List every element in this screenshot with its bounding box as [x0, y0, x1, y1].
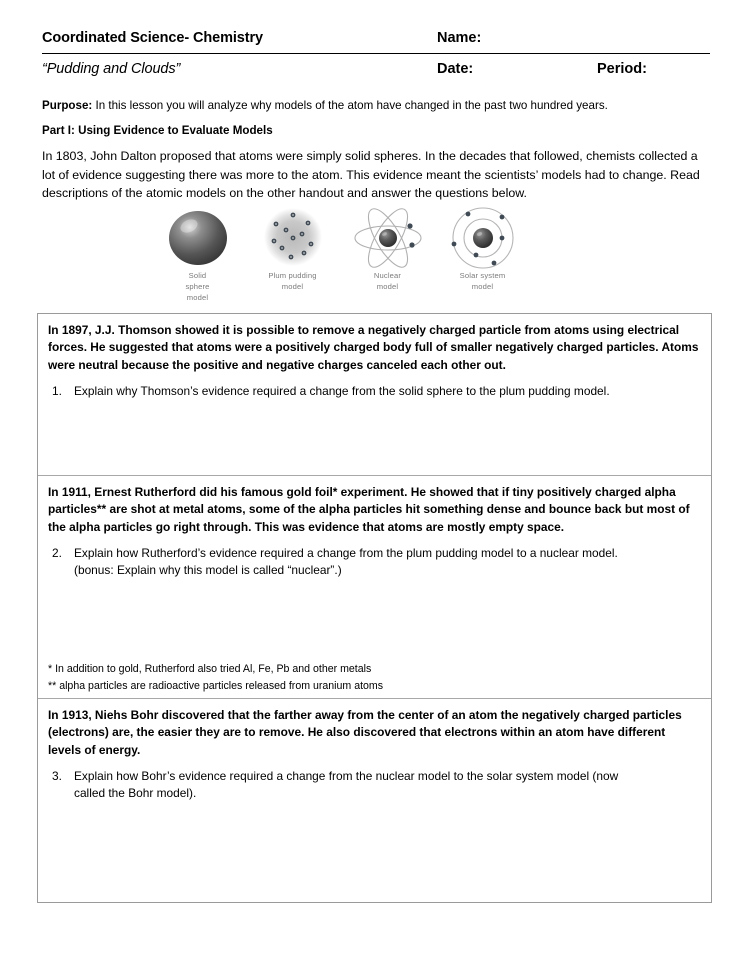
header-row-one	[42, 30, 710, 54]
purpose-line	[42, 98, 712, 115]
nuclear-model-caption: Nuclear model	[373, 271, 402, 291]
evidence-row-thomson	[38, 314, 711, 476]
document-header	[42, 30, 710, 83]
question-one-text: Explain why Thomson’s evidence required a change from the solid sphere to the plum pudding model.	[74, 383, 610, 398]
plum-pudding-icon	[245, 206, 340, 270]
intro-section	[42, 98, 712, 203]
worksheet-subtitle: “Pudding and Clouds”	[42, 61, 181, 77]
model-nuclear	[340, 206, 435, 292]
plum-pudding-caption: Plum pudding model	[268, 271, 317, 291]
question-three-continued: called the Bohr model).	[74, 786, 197, 800]
rutherford-footnotes	[48, 661, 383, 694]
question-two	[48, 545, 701, 580]
header-row-two	[42, 61, 710, 83]
question-two-main: Explain how Rutherford’s evidence required a change from the plum pudding model to a nuclear model.	[74, 545, 618, 560]
model-solid-sphere	[150, 206, 245, 303]
purpose-text: In this lesson you will analyze why models of the atom have changed in the past two hundred years.	[95, 99, 608, 112]
name-field-label: Name:	[437, 30, 482, 46]
question-three	[48, 768, 701, 803]
intro-paragraph: In 1803, John Dalton proposed that atoms were simply solid spheres. In the decades that followed, chemists collected a lot of evidence suggesting there was more to the atom. This evidence meant the scientists’ models had to change. Read descriptions of the atomic models on the other handout and answer the questions below.	[42, 148, 700, 201]
model-solar-system	[435, 206, 530, 292]
nuclear-model-icon	[340, 206, 435, 270]
question-three-number: 3.	[52, 768, 62, 783]
purpose-label: Purpose:	[42, 99, 93, 112]
solar-system-model-icon	[435, 206, 530, 270]
period-field-label: Period:	[597, 61, 647, 77]
atomic-models-figure	[150, 206, 570, 306]
footnote-gold: * In addition to gold, Rutherford also tried Al, Fe, Pb and other metals	[48, 663, 372, 676]
thomson-statement: In 1897, J.J. Thomson showed it is possible to remove a negatively charged particle from atoms using electrical forces. He suggested that atoms were a positively charged body full of smaller negatively charged particles. Atoms were neutral because the positive and negative charges canceled each other out.	[48, 323, 699, 372]
question-one	[48, 383, 701, 400]
date-field-label: Date:	[437, 61, 474, 77]
question-three-main: Explain how Bohr’s evidence required a change from the nuclear model to the solar system model (now	[74, 768, 619, 783]
course-title: Coordinated Science- Chemistry	[42, 30, 263, 46]
question-one-number: 1.	[52, 383, 62, 398]
evidence-row-bohr	[38, 699, 711, 902]
solid-sphere-caption: Solid sphere model	[185, 271, 210, 302]
evidence-row-rutherford	[38, 476, 711, 699]
question-two-bonus: (bonus: Explain why this model is called “nuclear”.)	[74, 563, 342, 577]
part-one-title: Part I: Using Evidence to Evaluate Models	[42, 123, 273, 137]
model-plum-pudding	[245, 206, 340, 292]
rutherford-statement: In 1911, Ernest Rutherford did his famous gold foil* experiment. He showed that if tiny positively charged alpha particles** are shot at metal atoms, some of the alpha particles hit something dense and bounce back but most of the alpha particles go right through. This was evidence that atoms are mostly empty space.	[48, 485, 690, 534]
question-two-text	[74, 545, 701, 580]
solid-sphere-icon	[150, 206, 245, 270]
evidence-table	[37, 313, 712, 903]
bohr-statement: In 1913, Niehs Bohr discovered that the farther away from the center of an atom the negatively charged particles (electrons) are, the easier they are to remove. He also discovered that electrons within an atom have different levels of energy.	[48, 708, 682, 757]
footnote-alpha: ** alpha particles are radioactive particles released from uranium atoms	[48, 679, 384, 692]
question-three-text	[74, 768, 701, 803]
question-two-number: 2.	[52, 545, 62, 560]
solar-system-model-caption: Solar system model	[459, 271, 506, 291]
